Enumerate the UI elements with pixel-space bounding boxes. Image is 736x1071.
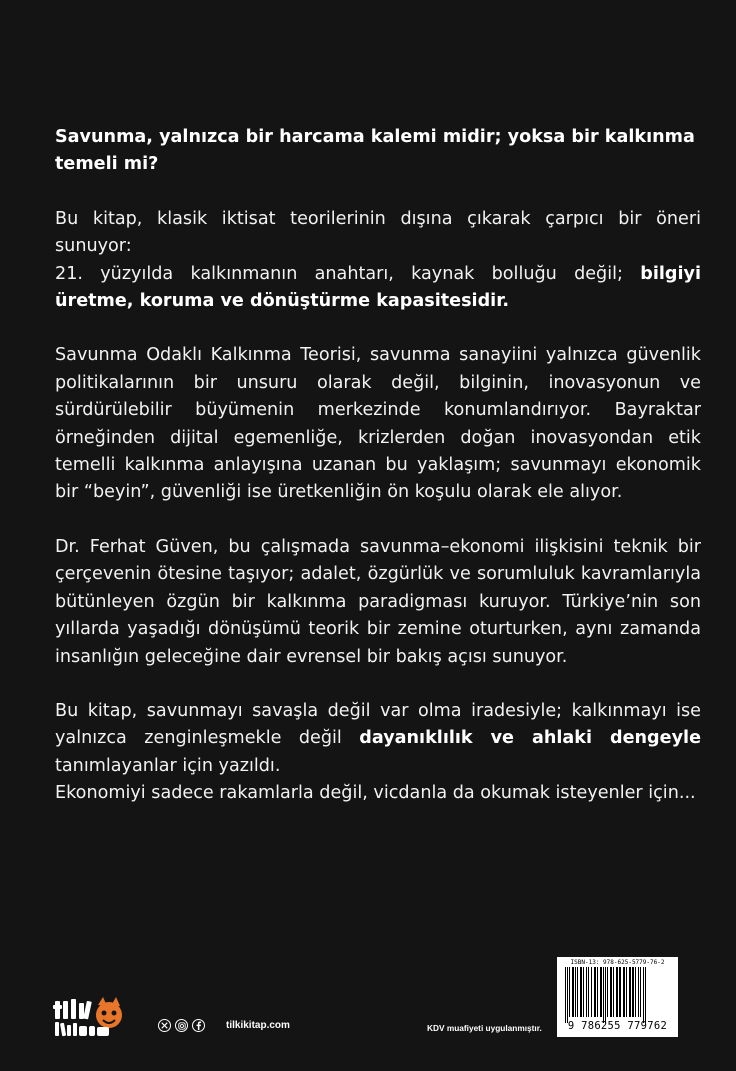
blurb-paragraph-3: Dr. Ferhat Güven, bu çalışmada savunma–ekonomi ilişkisini teknik bir çerçevenin ötesine taşıyor; adalet, özgürlük ve sorumluluk kavramlarıyla bütünleyen özgün bir kalkınma paradigması kuruyor. Türkiye’nin son yıllarda yaşadığı dönüşümü teorik bir zemine oturturken, aynı zamanda insanlığın geleceğine dair evrensel bir bakış açısı sunuyor.: [55, 536, 701, 667]
barcode-bar: [580, 967, 582, 1017]
p4-bold: dayanıklılık ve ahlaki dengeyle: [359, 728, 701, 749]
blurb-paragraph-1: [55, 206, 701, 261]
barcode-bar: [638, 967, 639, 1017]
barcode-bar: [591, 967, 592, 1017]
tilki-kitap-logo: [53, 995, 125, 1039]
barcode-bar: [577, 967, 578, 1017]
blurb: [55, 124, 701, 808]
barcode-bar: [616, 967, 618, 1017]
barcode-bar: [619, 967, 621, 1017]
barcode-guard-bar: [567, 967, 568, 1023]
p4-text: Bu kitap, savunmayı savaşla değil var olma iradesiyle; kalkınmayı ise yalnızca zenginleşmekle değil: [55, 700, 701, 749]
p1-intro: Bu kitap, klasik iktisat teorilerinin dışına çıkarak çarpıcı bir öneri sunuyor:: [55, 208, 701, 257]
facebook-icon[interactable]: [192, 1019, 205, 1032]
p1-bold: bilgiyi üretme, koruma ve dönüştürme kapasitesidir.: [55, 263, 701, 312]
barcode-bar: [607, 967, 608, 1017]
barcode-bar: [569, 967, 570, 1017]
barcode-bar: [575, 967, 576, 1017]
barcode-bar: [635, 967, 636, 1017]
barcode-guard-bar: [645, 967, 646, 1023]
instagram-icon[interactable]: [175, 1019, 188, 1032]
barcode-bar: [626, 967, 627, 1017]
barcode-bar: [629, 967, 631, 1017]
barcode-bar: [623, 967, 625, 1017]
barcode-bar: [640, 967, 641, 1017]
barcode-bar: [600, 967, 602, 1017]
barcode-bar: [586, 967, 587, 1017]
x-icon[interactable]: [158, 1019, 171, 1032]
barcode-bar: [613, 967, 614, 1017]
barcode-guard-bar: [565, 967, 566, 1023]
barcode-bar: [583, 967, 584, 1017]
social-links: [158, 1019, 205, 1032]
blurb-paragraph-5: Ekonomiyi sadece rakamlarla değil, vicdanla da okumak isteyenler için...: [55, 783, 696, 804]
barcode-bar: [610, 967, 612, 1017]
isbn-digits: 9 786255 779762: [567, 1020, 668, 1032]
barcode-bar: [588, 967, 589, 1017]
kdv-note: KDV muafiyeti uygulanmıştır.: [427, 1023, 542, 1033]
barcode-bar: [597, 967, 598, 1017]
barcode-bars: [563, 967, 673, 1023]
isbn-barcode: [557, 957, 678, 1037]
p4-end: tanımlayanlar için yazıldı.: [55, 755, 281, 776]
blurb-paragraph-2: Savunma Odaklı Kalkınma Teorisi, savunma sanayiini yalnızca güvenlik politikalarının bir unsuru olarak değil, bilginin, inovasyonun ve sürdürülebilir büyümenin merkezinde konumlandırıyor. Bayraktar örneğinden dijital egemenliğe, krizlerden doğan inovasyondan etik temelli kalkınma anlayışına uzanan bu yaklaşım; savunmayı ekonomik bir “beyin”, güvenliği ise üretkenliğin ön koşulu olarak ele alıyor.: [55, 345, 701, 503]
barcode-guard-bar: [603, 967, 604, 1023]
blurb-heading: Savunma, yalnızca bir harcama kalemi midir; yoksa bir kalkınma temeli mi?: [55, 127, 695, 175]
website-link[interactable]: tilkikitap.com: [226, 1020, 290, 1031]
blurb-paragraph-4: [55, 698, 701, 780]
blurb-paragraph-1b: [55, 261, 701, 316]
barcode-bar: [594, 967, 596, 1017]
barcode-bar: [632, 967, 634, 1017]
barcode-bar: [572, 967, 574, 1017]
barcode-guard-bar: [643, 967, 644, 1023]
barcode-guard-bar: [605, 967, 606, 1023]
p1-text: 21. yüzyılda kalkınmanın anahtarı, kaynak bolluğu değil;: [55, 263, 641, 284]
isbn-label: ISBN-13: 978-625-5779-76-2: [570, 959, 665, 966]
